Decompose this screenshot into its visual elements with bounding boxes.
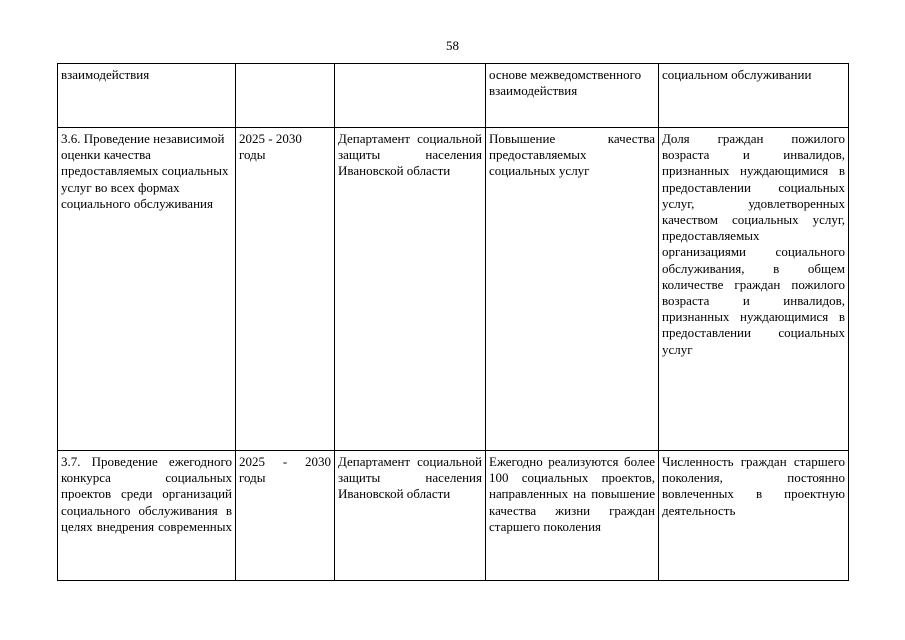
table-row (58, 451, 849, 581)
measure-cell: 3.6. Проведение независимой оценки качества предоставляемых социальных услуг во всех формах социального обслуживания (58, 128, 236, 451)
executor-cell (335, 64, 486, 128)
measure-cell: взаимодействия (58, 64, 236, 128)
period-cell (236, 64, 335, 128)
page-number: 58 (446, 38, 459, 53)
table-row (58, 128, 849, 451)
result-cell: основе межведомственного взаимодействия (486, 64, 659, 128)
indicator-cell: Численность граждан старшего поколения, постоянно вовлеченных в проектную деятельность (659, 451, 849, 581)
result-cell: Ежегодно реализуются более 100 социальных проектов, направленных на повышение качества жизни граждан старшего поколения (486, 451, 659, 581)
period-cell: 2025 - 2030 годы (236, 451, 335, 581)
period-cell: 2025 - 2030 годы (236, 128, 335, 451)
result-cell: Повышение качества предоставляемых социальных услуг (486, 128, 659, 451)
executor-cell: Департамент социальной защиты населения Ивановской области (335, 128, 486, 451)
executor-cell: Департамент социальной защиты населения Ивановской области (335, 451, 486, 581)
indicator-cell: социальном обслуживании (659, 64, 849, 128)
measures-table (57, 63, 849, 581)
table-row (58, 64, 849, 128)
indicator-cell: Доля граждан пожилого возраста и инвалидов, признанных нуждающимися в предоставлении социальных услуг, удовлетворенных качеством социальных услуг, предоставляемых организациями социального обслуживания, в общем количестве граждан пожилого возраста и инвалидов, признанных нуждающимися в предоставлении социальных услуг (659, 128, 849, 451)
measure-cell: 3.7. Проведение ежегодного конкурса социальных проектов среди организаций социального обслуживания в целях внедрения современных (58, 451, 236, 581)
